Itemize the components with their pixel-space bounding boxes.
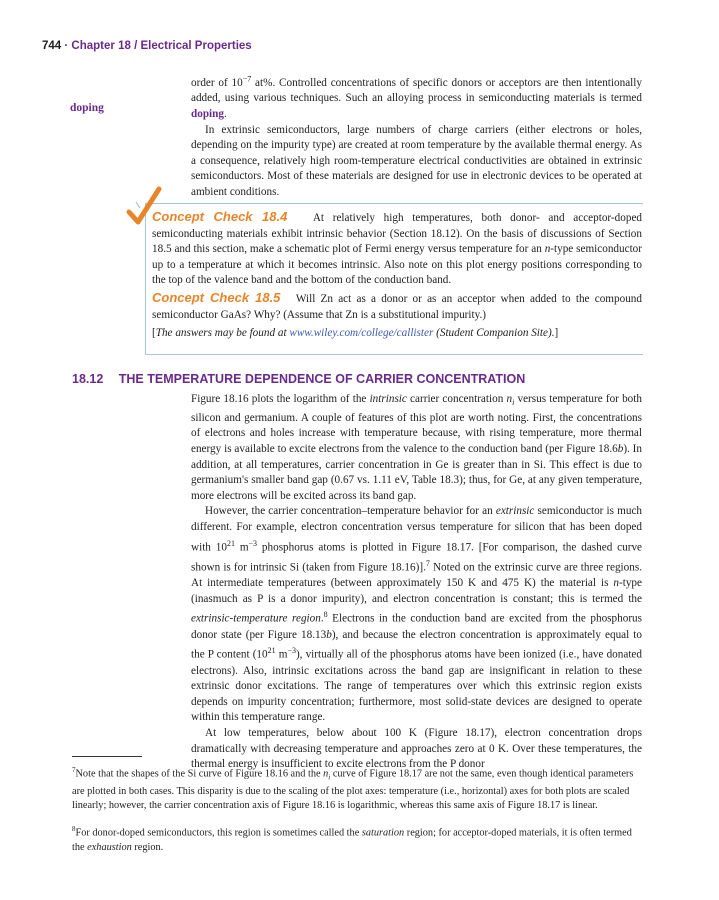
section-title: THE TEMPERATURE DEPENDENCE OF CARRIER CONCENTRATION xyxy=(118,372,526,386)
concept-check-18-4: Concept Check 18.4 At relatively high temperatures, both donor- and acceptor-doped semiconducting materials exhibit intrinsic behavior (Section 18.12). On the basis of discussions of Section 18.5 and this section, make a schematic plot of Fermi energy versus temperature for an n-type semiconductor up to a temperature at which it becomes intrinsic. Also note on this plot energy positions corresponding to the top of the valence band and the bottom of the conduction band. xyxy=(152,209,643,287)
section-heading xyxy=(72,372,525,386)
margin-term-doping: doping xyxy=(70,102,104,114)
answers-note: [The answers may be found at www.wiley.com/college/callister (Student Companion Site).] xyxy=(152,327,559,339)
running-header: 744 · Chapter 18 / Electrical Properties xyxy=(42,40,252,52)
footnote-ref-8: 8 xyxy=(323,610,328,620)
footnote-ref-7: 7 xyxy=(425,558,430,568)
companion-site-link[interactable]: www.wiley.com/college/callister xyxy=(289,327,434,339)
para4: However, the carrier concentration–temperature behavior for an extrinsic semiconductor is much different. For example, electron concentration versus temperature for silicon that has been doped with $10^{21}$ $m^{-3}$ phosphorus atoms is plotted in Figure 18.17. [For comparison, the dashed curve shown is for intrinsic Si (taken from Figure 18.16)].$^7$ Noted on the extrinsic curve are three regions. At intermediate temperatures (between approximately 150 K and 475 K) the material is n-type (inasmuch as P is a donor impurity), and electron concentration is constant; this is termed the extrinsic-temperature region.$^8$ Electrons in the conduction band are excited from the phosphorus donor state (per Figure 18.13b), and because the electron concentration is approximately equal to the P content ($10^{21}$ $m^{-3}$), virtually all of the phosphorus atoms have been ionized (i.e., have donated electrons). Also, intrinsic excitations across the band gap are insignificant in relation to these extrinsic donor excitations. The range of temperatures over which this extrinsic region exists depends on impurity concentration; furthermore, most solid-state devices are designed to operate within this temperature range. xyxy=(191,505,643,724)
para3: Figure 18.16 plots the logarithm of the intrinsic carrier concentration $n_i$ versus temperature for both silicon and germanium. A couple of features of this plot are worth noting. First, the concentrations of electrons and holes increase with temperature because, with rising temperature, more thermal energy is available to excite electrons from the valence to the conduction band (per Figure 18.6b). In addition, at all temperatures, carrier concentration in Ge is greater than in Si. This effect is due to germanium's smaller band gap (0.67 vs. 1.11 eV, Table 18.3); thus, for Ge, at any given temperature, more electrons will be excited across its band gap. xyxy=(191,393,642,502)
doping-term: doping xyxy=(191,107,224,120)
para5: At low temperatures, below about 100 K (Figure 18.17), electron concentration drops dramatically with decreasing temperature and approaches zero at 0 K. Over these temperatures, the thermal energy is insufficient to excite electrons from the P donor xyxy=(191,727,642,771)
chapter-label: Chapter 18 xyxy=(71,40,131,52)
section-number: 18.12 xyxy=(72,372,104,386)
para2: In extrinsic semiconductors, large numbers of charge carriers (either electrons or holes, depending on the impurity type) are created at room temperature by the available thermal energy. As a consequence, relatively high room-temperature electrical conductivities are obtained in extrinsic semiconductors. Most of these materials are designed for use in electronic devices to be operated at ambient conditions. xyxy=(191,123,642,198)
concept-check-18-5-label: Concept Check 18.5 xyxy=(152,290,281,305)
intro-paragraphs xyxy=(191,71,642,200)
header-separator: / xyxy=(134,40,138,52)
footnote-7: $^7$Note that the shapes of the Si curve of Figure 18.16 and the $n_i$ curve of Figure 18.17 are not the same, even though identical parameters are plotted in both cases. This disparity is due to the scaling of the plot axes: temperature (i.e., horizontal) axes for both plots are scaled linearly; however, the carrier concentration axis of Figure 18.16 is logarithmic, whereas this same axis of Figure 18.17 is linear. xyxy=(72,766,634,811)
para1: order of $10^{-7}$ at%. Controlled concentrations of specific donors or acceptors are then intentionally added, using various techniques. Such an alloying process in semiconducting materials is termed doping. xyxy=(191,74,642,120)
concept-check-18-4-label: Concept Check 18.4 xyxy=(152,209,288,224)
footnote-8: $^8$For donor-doped semiconductors, this region is sometimes called the saturation region; for acceptor-doped materials, it is often termed the exhaustion region. xyxy=(72,825,632,853)
section-body xyxy=(191,392,642,773)
page-number: 744 xyxy=(42,40,62,52)
chapter-title: Electrical Properties xyxy=(140,40,252,52)
footnote-divider xyxy=(72,756,142,757)
concept-check-18-5: Concept Check 18.5 Will Zn act as a donor or as an acceptor when added to the compound semiconductor GaAs? Why? (Assume that Zn is a substitutional impurity.) xyxy=(152,290,642,321)
